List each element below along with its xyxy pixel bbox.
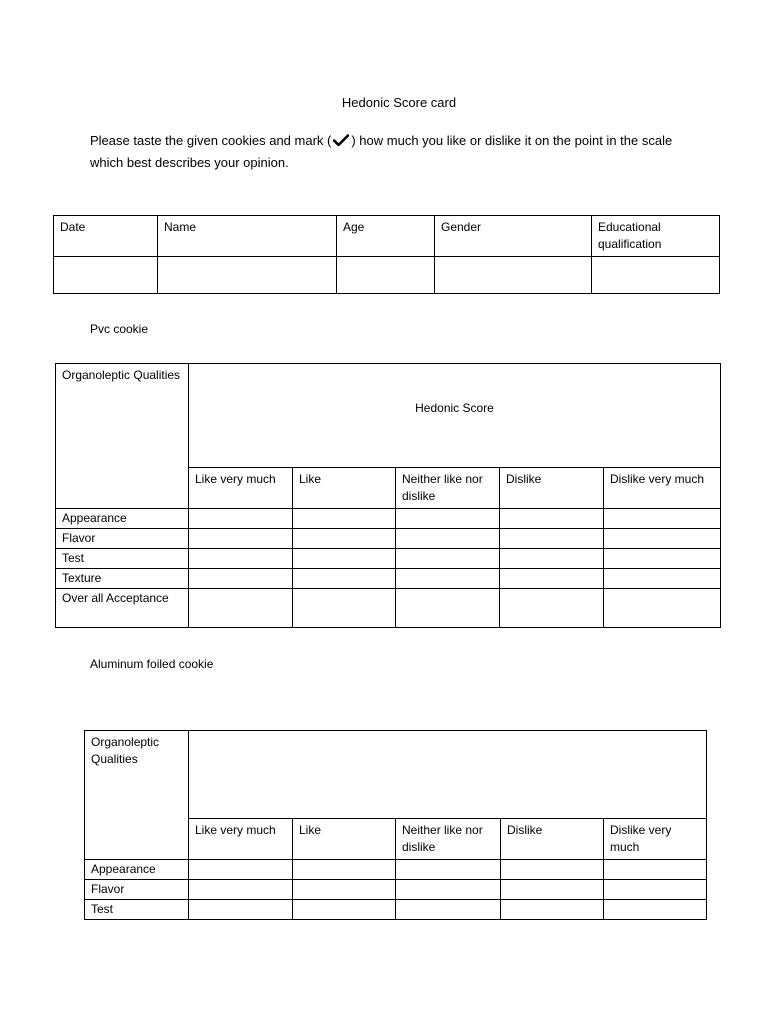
score-cell[interactable]: [293, 900, 396, 920]
scale-header: Neither like nor dislike: [396, 819, 501, 860]
scale-header: Dislike very much: [604, 468, 721, 509]
info-cell-education[interactable]: [592, 257, 720, 294]
scale-header: Like: [293, 819, 396, 860]
scale-header: Neither like nor dislike: [396, 468, 500, 509]
score-cell[interactable]: [293, 569, 396, 589]
score-cell[interactable]: [604, 860, 707, 880]
instruction-after: ) how much you like or dislike it on the point in the scale which best describes your opinion.: [90, 133, 673, 170]
instruction-before: Please taste the given cookies and mark (: [90, 133, 332, 148]
score-cell[interactable]: [293, 509, 396, 529]
score-cell[interactable]: [396, 860, 501, 880]
score-cell[interactable]: [396, 569, 500, 589]
score-cell[interactable]: [189, 569, 293, 589]
row-label-test: Test: [85, 900, 189, 920]
row-label-test: Test: [56, 549, 189, 569]
scale-header: Dislike: [500, 468, 604, 509]
table-row: [56, 549, 721, 569]
info-header-age: Age: [337, 216, 435, 257]
score-cell[interactable]: [500, 569, 604, 589]
score-cell[interactable]: [500, 529, 604, 549]
row-label-flavor: Flavor: [56, 529, 189, 549]
row-label-appearance: Appearance: [85, 860, 189, 880]
info-header-education: Educational qualification: [592, 216, 720, 257]
info-cell-date[interactable]: [54, 257, 158, 294]
scale-header: Dislike very much: [604, 819, 707, 860]
score-cell[interactable]: [500, 589, 604, 628]
score-cell[interactable]: [189, 900, 293, 920]
corner-label: Organoleptic Qualities: [85, 731, 189, 860]
score-cell[interactable]: [396, 589, 500, 628]
row-label-flavor: Flavor: [85, 880, 189, 900]
info-header-gender: Gender: [435, 216, 592, 257]
score-cell[interactable]: [396, 549, 500, 569]
score-cell[interactable]: [604, 880, 707, 900]
score-cell[interactable]: [396, 900, 501, 920]
score-cell[interactable]: [500, 509, 604, 529]
score-table-aluminum: [84, 730, 707, 920]
info-header-date: Date: [54, 216, 158, 257]
score-cell[interactable]: [189, 860, 293, 880]
score-cell[interactable]: [604, 589, 721, 628]
score-cell[interactable]: [604, 900, 707, 920]
info-cell-name[interactable]: [158, 257, 337, 294]
score-cell[interactable]: [189, 589, 293, 628]
section1-label: Pvc cookie: [90, 322, 149, 336]
score-cell[interactable]: [293, 880, 396, 900]
info-header-name: Name: [158, 216, 337, 257]
score-cell[interactable]: [189, 880, 293, 900]
table-row: [85, 860, 707, 880]
score-cell[interactable]: [396, 880, 501, 900]
scale-header: Dislike: [501, 819, 604, 860]
score-cell[interactable]: [604, 569, 721, 589]
score-table-pvc: [55, 363, 721, 628]
score-cell[interactable]: [604, 549, 721, 569]
score-cell[interactable]: [501, 880, 604, 900]
score-cell[interactable]: [293, 529, 396, 549]
table-row: [85, 880, 707, 900]
table-row: [56, 529, 721, 549]
score-cell[interactable]: [501, 900, 604, 920]
score-cell[interactable]: [501, 860, 604, 880]
score-cell[interactable]: [189, 529, 293, 549]
hedonic-score-heading: Hedonic Score: [189, 364, 721, 468]
score-cell[interactable]: [396, 509, 500, 529]
score-cell[interactable]: [604, 509, 721, 529]
scale-header: Like: [293, 468, 396, 509]
score-cell[interactable]: [189, 509, 293, 529]
score-cell[interactable]: [604, 529, 721, 549]
score-cell[interactable]: [396, 529, 500, 549]
row-label-appearance: Appearance: [56, 509, 189, 529]
score-cell[interactable]: [293, 589, 396, 628]
table-row: [56, 589, 721, 628]
table-row: [56, 509, 721, 529]
info-cell-gender[interactable]: [435, 257, 592, 294]
row-label-texture: Texture: [56, 569, 189, 589]
info-cell-age[interactable]: [337, 257, 435, 294]
score-heading-empty: [189, 731, 707, 819]
corner-label: Organoleptic Qualities: [56, 364, 189, 509]
checkmark-icon: [333, 134, 349, 146]
section2-label: Aluminum foiled cookie: [90, 657, 214, 671]
instruction-text: [90, 130, 700, 174]
table-row: [56, 569, 721, 589]
table-row: [85, 900, 707, 920]
row-label-overall: Over all Acceptance: [56, 589, 189, 628]
score-cell[interactable]: [293, 860, 396, 880]
score-cell[interactable]: [500, 549, 604, 569]
score-cell[interactable]: [293, 549, 396, 569]
page-title: Hedonic Score card: [341, 95, 457, 110]
scale-header: Like very much: [189, 819, 293, 860]
score-cell[interactable]: [189, 549, 293, 569]
info-table: [53, 215, 720, 294]
scale-header: Like very much: [189, 468, 293, 509]
